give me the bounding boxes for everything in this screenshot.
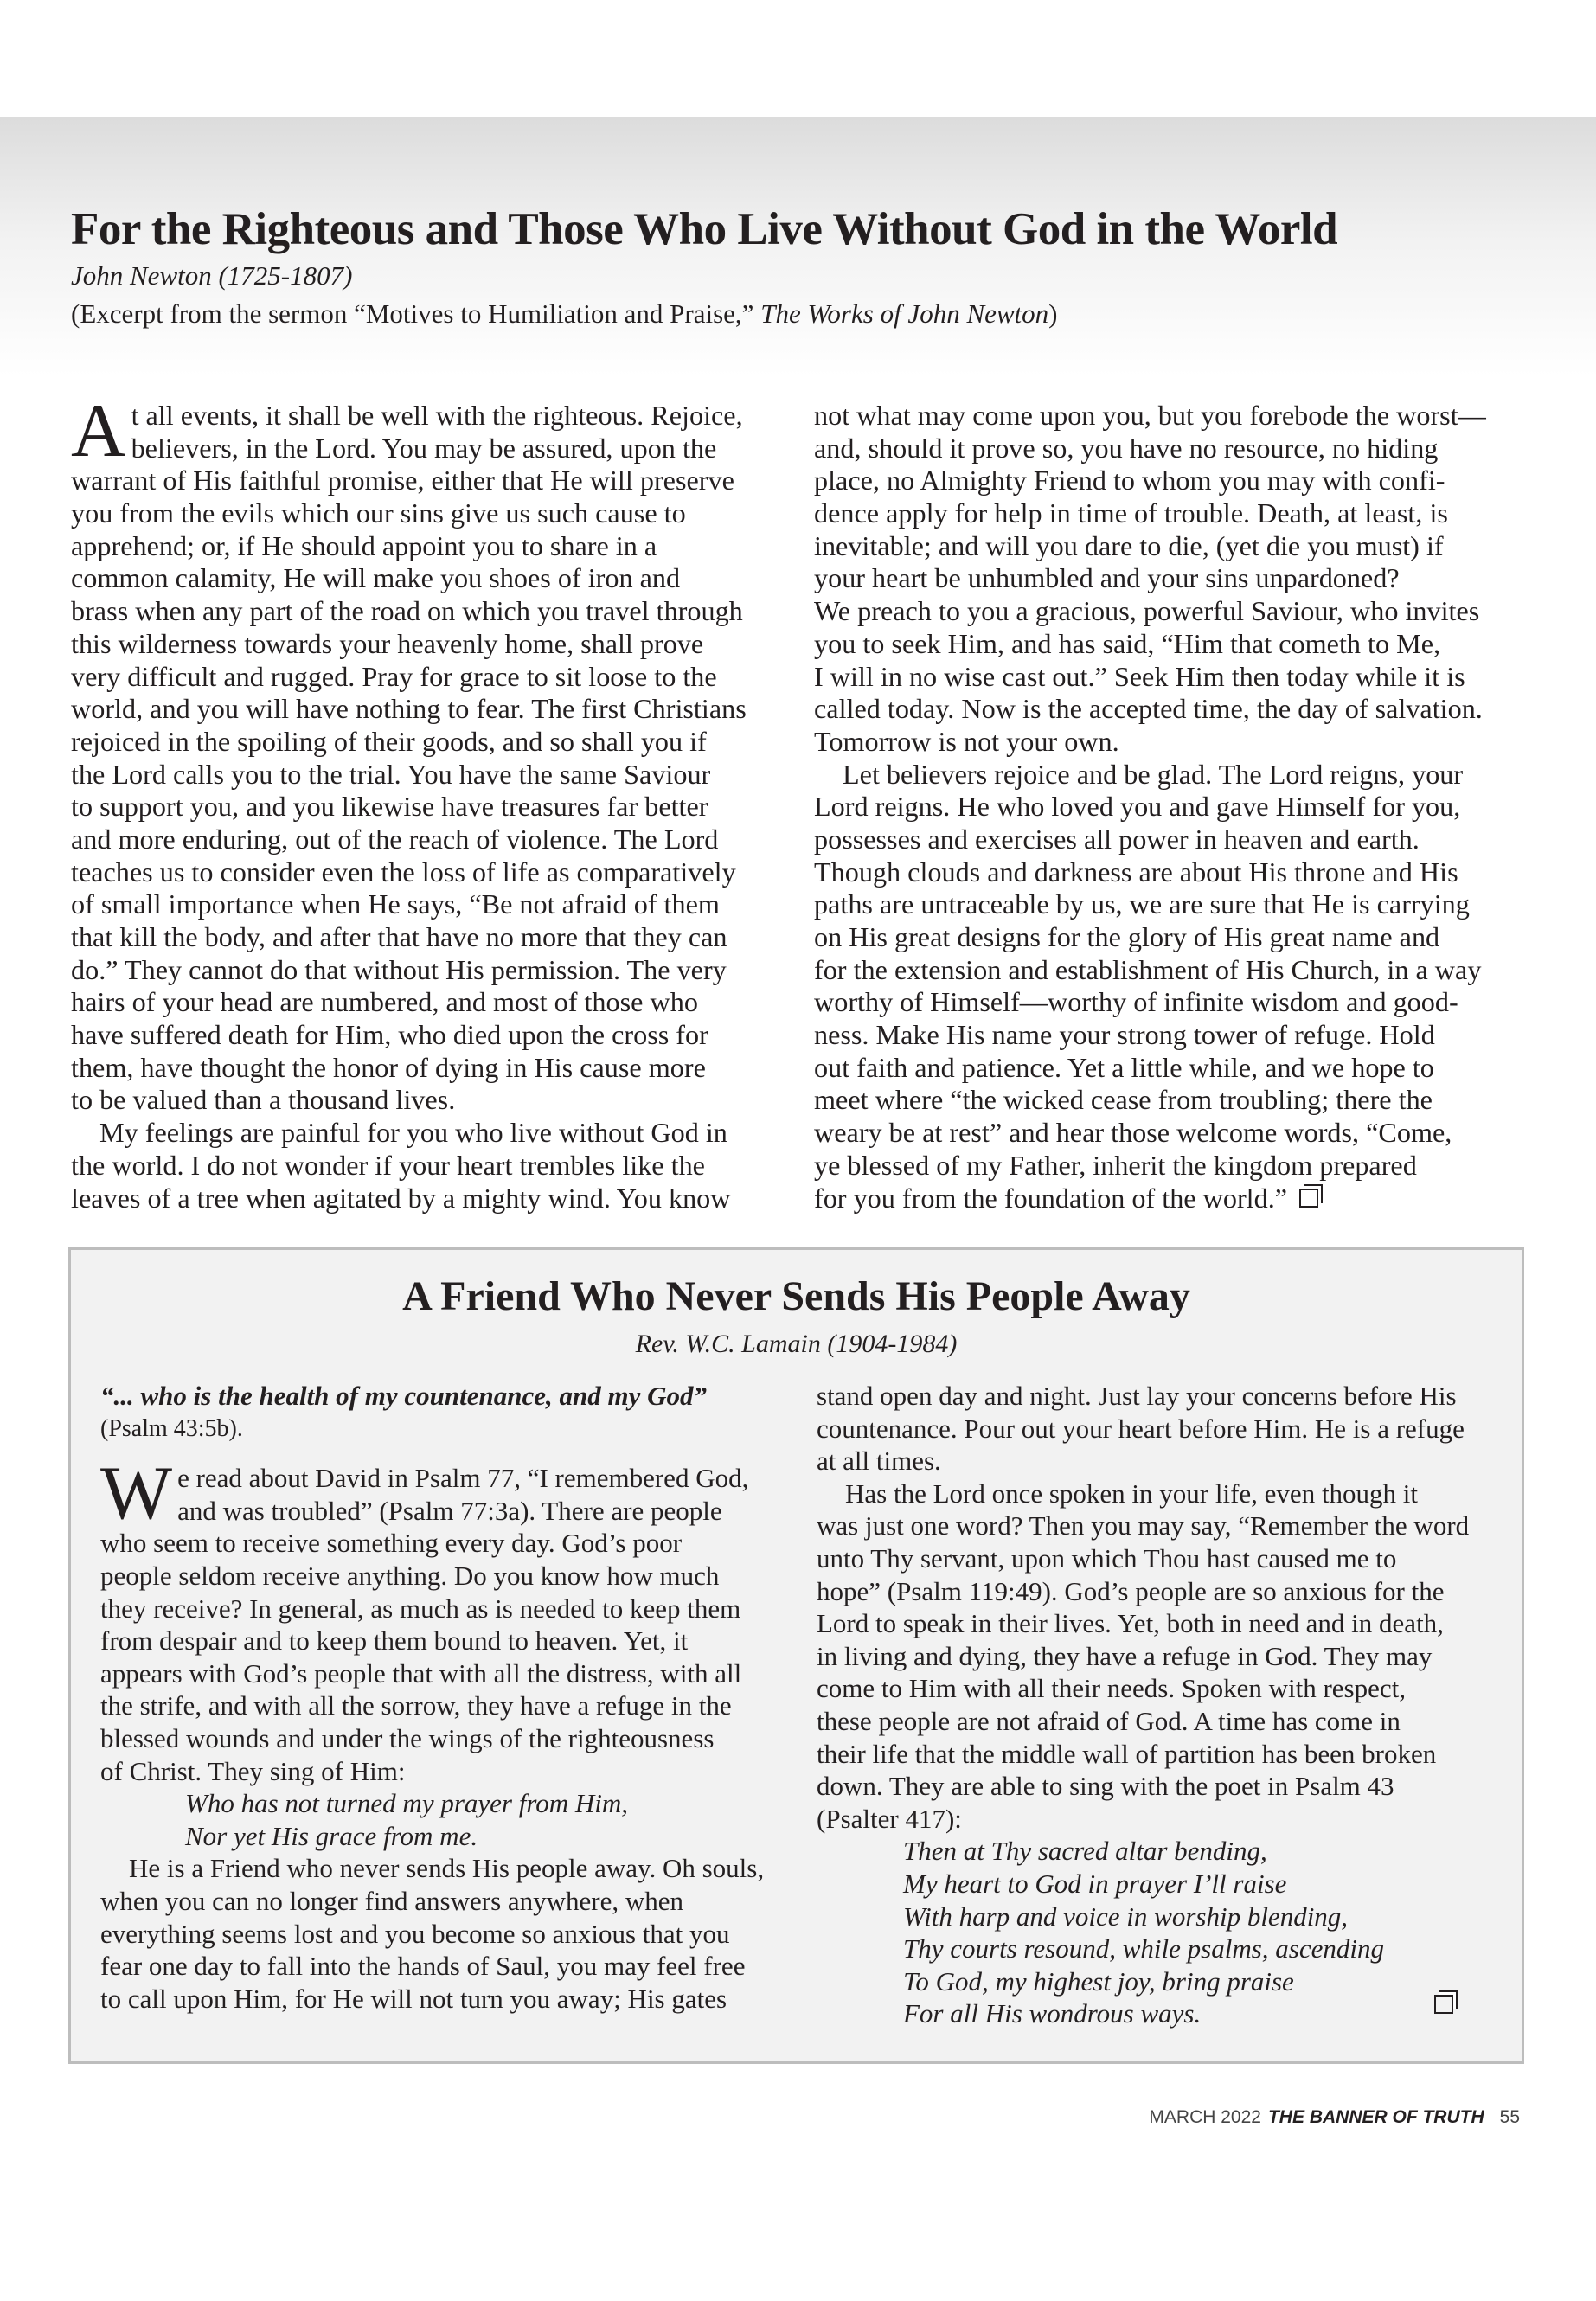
text-line: these people are not afraid of God. A time has come in bbox=[817, 1705, 1401, 1736]
poem-line: Thy courts resound, while psalms, ascending bbox=[903, 1933, 1384, 1965]
poem-line: Then at Thy sacred altar bending, bbox=[903, 1836, 1267, 1867]
text-line: dence apply for help in time of trouble. Death, at least, is bbox=[814, 497, 1448, 529]
text-line: was just one word? Then you may say, “Remember the word bbox=[817, 1510, 1470, 1541]
text-line: meet where “the wicked cease from troubling; there the bbox=[814, 1084, 1433, 1116]
text-line: to support you, and you likewise have treasures far better bbox=[71, 791, 708, 823]
poem-line: Nor yet His grace from me. bbox=[185, 1820, 478, 1851]
text-line: unto Thy servant, upon which Thou hast caused me to bbox=[817, 1542, 1397, 1574]
text-line: they receive? In general, as much as is needed to keep them bbox=[100, 1593, 741, 1624]
text-line: have suffered death for Him, who died upon the cross for bbox=[71, 1019, 708, 1051]
excerpt-note: (Excerpt from the sermon “Motives to Humiliation and Praise,” The Works of John Newton) bbox=[71, 298, 1058, 329]
text-line: Tomorrow is not your own. bbox=[814, 725, 1119, 757]
text-line: He is a Friend who never sends His people away. Oh souls, bbox=[129, 1853, 765, 1884]
text-line: (Psalter 417): bbox=[817, 1803, 962, 1834]
text-line: everything seems lost and you become so anxious that you bbox=[100, 1918, 730, 1949]
text-line: the strife, and with all the sorrow, they have a refuge in the bbox=[100, 1690, 732, 1721]
text-line: called today. Now is the accepted time, the day of salvation. bbox=[814, 693, 1483, 725]
text-line: place, no Almighty Friend to whom you may with confi- bbox=[814, 465, 1445, 497]
poem-line: Who has not turned my prayer from Him, bbox=[185, 1788, 629, 1819]
text-line: common calamity, He will make you shoes of iron and bbox=[71, 562, 681, 594]
text-line: and was troubled” (Psalm 77:3a). There are people bbox=[177, 1495, 722, 1526]
text-line: of small importance when He says, “Be not afraid of them bbox=[71, 888, 720, 920]
text-line: leaves of a tree when agitated by a mighty wind. You know bbox=[71, 1182, 731, 1214]
text-line: Has the Lord once spoken in your life, even though it bbox=[845, 1477, 1419, 1509]
text-line: appears with God’s people that with all the distress, with all bbox=[100, 1657, 742, 1689]
text-line: stand open day and night. Just lay your concerns before His bbox=[817, 1381, 1457, 1411]
text-line: you to seek Him, and has said, “Him that cometh to Me, bbox=[814, 627, 1441, 659]
text-line: that kill the body, and after that have no more that they can bbox=[71, 921, 727, 952]
text-line: hope” (Psalm 119:49). God’s people are so anxious for the bbox=[817, 1575, 1445, 1606]
text-line: e read about David in Psalm 77, “I remembered God, bbox=[177, 1463, 749, 1494]
text-line: at all times. bbox=[817, 1445, 941, 1477]
text-line: out faith and patience. Yet a little while, and we hope to bbox=[814, 1051, 1434, 1083]
poem-line: For all His wondrous ways. bbox=[817, 1997, 1500, 2030]
sidebar-left-column bbox=[100, 1380, 784, 2015]
magazine-name: THE BANNER OF TRUTH bbox=[1267, 2107, 1484, 2127]
text-line: believers, in the Lord. You may be assured, upon the bbox=[131, 432, 717, 464]
text-line: the world. I do not wonder if your heart trembles like the bbox=[71, 1149, 705, 1181]
text-line: of Christ. They sing of Him: bbox=[100, 1755, 406, 1786]
poem-line: With harp and voice in worship blending, bbox=[903, 1900, 1349, 1932]
text-line: when you can no longer find answers anywhere, when bbox=[100, 1885, 684, 1916]
text-line: worthy of Himself—worthy of infinite wisdom and good- bbox=[814, 986, 1458, 1018]
text-line: come to Him with all their needs. Spoken with respect, bbox=[817, 1673, 1406, 1704]
text-line: warrant of His faithful promise, either that He will preserve bbox=[71, 465, 734, 497]
text-line: world, and you will have nothing to fear. The first Christians bbox=[71, 693, 747, 725]
text-line: who seem to receive something every day. God’s poor bbox=[100, 1528, 683, 1559]
page-footer bbox=[1149, 2107, 1520, 2128]
end-mark-icon bbox=[1434, 1995, 1453, 2014]
text-line: brass when any part of the road on which you travel through bbox=[71, 595, 743, 627]
issue-date: MARCH 2022 bbox=[1149, 2107, 1261, 2127]
poem-line: To God, my highest joy, bring praise bbox=[903, 1965, 1294, 1997]
text-line: and more enduring, out of the reach of violence. The Lord bbox=[71, 823, 719, 855]
text-line: blessed wounds and under the wings of the righteousness bbox=[100, 1722, 715, 1753]
text-line: people seldom receive anything. Do you know how much bbox=[100, 1560, 720, 1591]
text-line: Lord to speak in their lives. Yet, both in need and in death, bbox=[817, 1608, 1444, 1639]
end-mark-icon bbox=[1299, 1189, 1318, 1208]
text-line: them, have thought the honor of dying in His cause more bbox=[71, 1051, 706, 1083]
text-line: you from the evils which our sins give us such cause to bbox=[71, 497, 686, 529]
sidebar-box bbox=[68, 1247, 1524, 2064]
text-line: teaches us to consider even the loss of life as comparatively bbox=[71, 856, 736, 888]
text-line: hairs of your head are numbered, and most of those who bbox=[71, 986, 698, 1018]
text-line: Lord reigns. He who loved you and gave Himself for you, bbox=[814, 791, 1461, 823]
text-line: this wilderness towards your heavenly home, shall prove bbox=[71, 627, 704, 659]
text-line: ye blessed of my Father, inherit the kingdom prepared bbox=[814, 1149, 1417, 1181]
article-header bbox=[71, 203, 1542, 330]
text-line: ness. Make His name your strong tower of refuge. Hold bbox=[814, 1019, 1435, 1051]
text-line: do.” They cannot do that without His permission. The very bbox=[71, 953, 727, 985]
sidebar-author: Rev. W.C. Lamain (1904-1984) bbox=[635, 1330, 958, 1358]
text-line: apprehend; or, if He should appoint you to share in a bbox=[71, 529, 657, 561]
text-line: not what may come upon you, but you forebode the worst— bbox=[814, 400, 1486, 431]
text-line: for you from the foundation of the world.” bbox=[814, 1183, 1532, 1215]
article-left-column bbox=[71, 389, 789, 1215]
text-line: very difficult and rugged. Pray for grace to sit loose to the bbox=[71, 660, 717, 692]
text-line: down. They are able to sing with the poet in Psalm 43 bbox=[817, 1771, 1394, 1802]
text-line: weary be at rest” and hear those welcome words, “Come, bbox=[814, 1117, 1452, 1149]
text-line: from despair and to keep them bound to heaven. Yet, it bbox=[100, 1625, 689, 1657]
epigraph-reference: (Psalm 43:5b). bbox=[100, 1414, 243, 1442]
text-line: for the extension and establishment of His Church, in a way bbox=[814, 953, 1482, 985]
text-line: possesses and exercises all power in heaven and earth. bbox=[814, 823, 1420, 855]
text-line: the Lord calls you to the trial. You have the same Saviour bbox=[71, 758, 711, 790]
text-line: in living and dying, they have a refuge in God. They may bbox=[817, 1640, 1433, 1671]
text-line: to call upon Him, for He will not turn you away; His gates bbox=[100, 1983, 727, 2014]
article-author: John Newton (1725-1807) bbox=[71, 260, 353, 291]
sidebar-right-column bbox=[817, 1380, 1500, 2030]
text-line: to be valued than a thousand lives. bbox=[71, 1084, 456, 1116]
text-line: inevitable; and will you dare to die, (yet die you must) if bbox=[814, 529, 1444, 561]
poem-line: My heart to God in prayer I’ll raise bbox=[903, 1868, 1287, 1899]
page-number: 55 bbox=[1499, 2107, 1520, 2127]
article-title: For the Righteous and Those Who Live Without God in the World bbox=[71, 204, 1338, 254]
text-line: Though clouds and darkness are about His throne and His bbox=[814, 856, 1458, 888]
text-line: your heart be unhumbled and your sins unpardoned? bbox=[814, 562, 1400, 594]
text-line: I will in no wise cast out.” Seek Him then today while it is bbox=[814, 660, 1465, 692]
text-line: on His great designs for the glory of His great name and bbox=[814, 921, 1440, 952]
text-line: Let believers rejoice and be glad. The Lord reigns, your bbox=[843, 758, 1464, 790]
sidebar-title: A Friend Who Never Sends His People Away bbox=[402, 1273, 1190, 1319]
text-line: paths are untraceable by us, we are sure that He is carrying bbox=[814, 888, 1470, 920]
spacer bbox=[100, 1445, 784, 1462]
article-right-column bbox=[814, 400, 1532, 1215]
text-line: countenance. Pour out your heart before Him. He is a refuge bbox=[817, 1413, 1465, 1444]
text-line: t all events, it shall be well with the righteous. Rejoice, bbox=[131, 400, 743, 431]
text-line: My feelings are painful for you who live without God in bbox=[99, 1117, 727, 1149]
drop-cap: W bbox=[100, 1452, 173, 1536]
text-line: fear one day to fall into the hands of Saul, you may feel free bbox=[100, 1951, 746, 1982]
text-line: and, should it prove so, you have no resource, no hiding bbox=[814, 432, 1439, 464]
drop-cap: A bbox=[71, 389, 126, 473]
epigraph: “... who is the health of my countenance, and my God” bbox=[100, 1381, 707, 1411]
text-line: rejoiced in the spoiling of their goods, and so shall you if bbox=[71, 725, 707, 757]
text-line: We preach to you a gracious, powerful Saviour, who invites bbox=[814, 595, 1480, 627]
text-line: their life that the middle wall of partition has been broken bbox=[817, 1738, 1437, 1769]
